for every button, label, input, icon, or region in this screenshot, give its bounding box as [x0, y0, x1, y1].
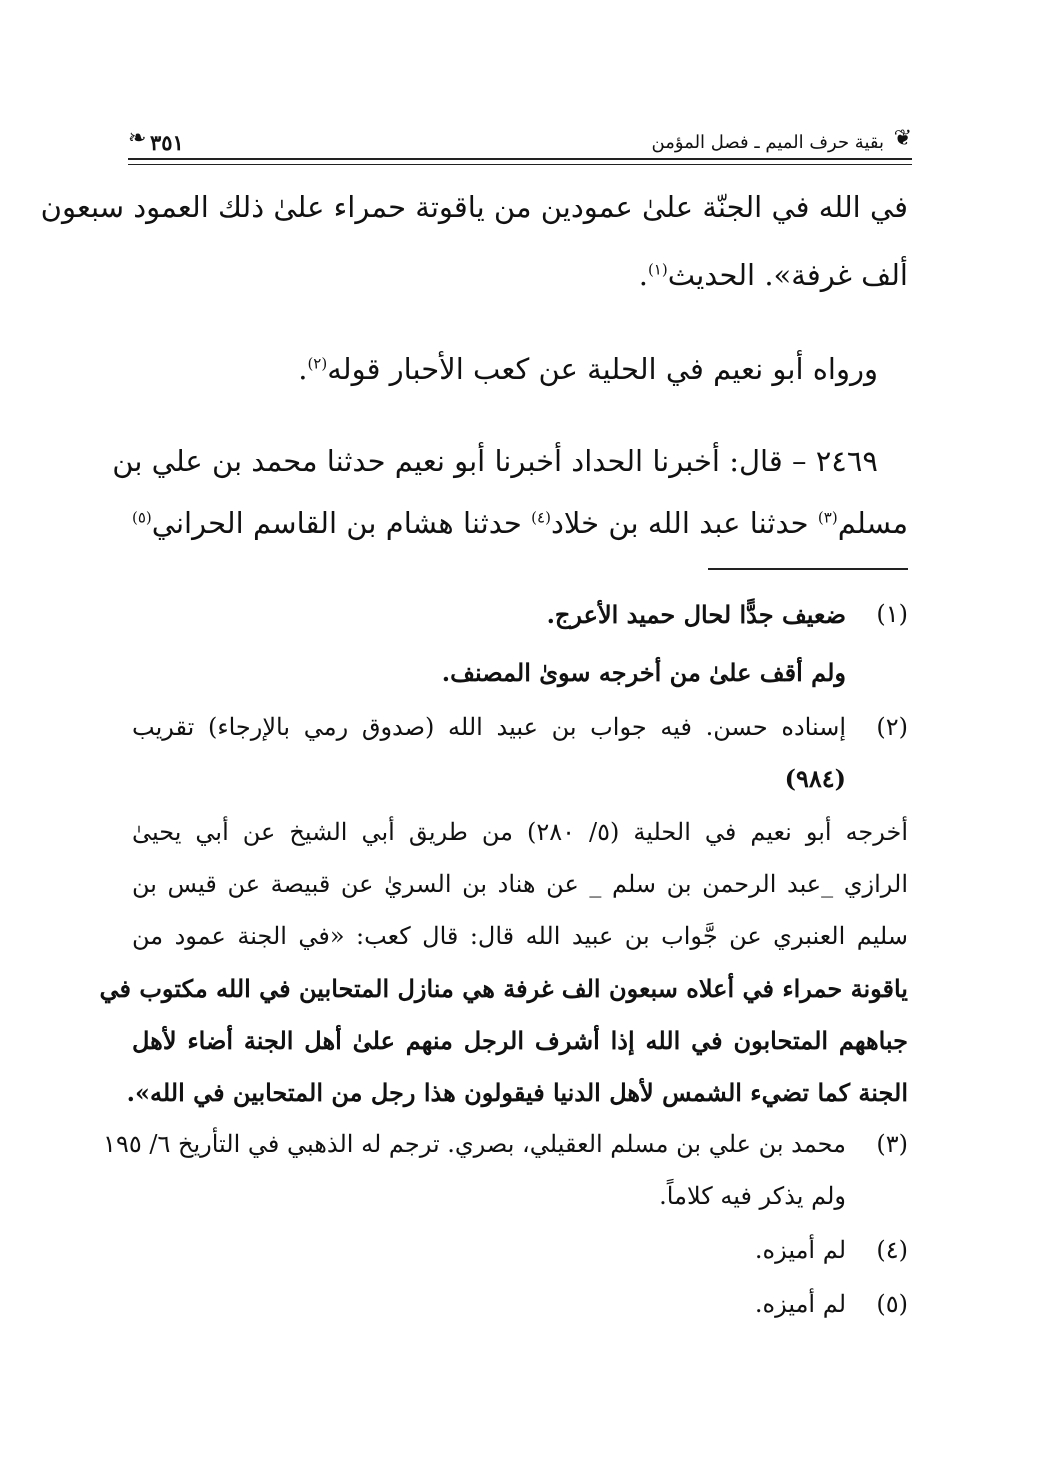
footnote-2-block-line-3: سليم العنبري عن جَّواب بن عبيد الله قال: قال كعب: «في الجنة عمود من — [132, 922, 908, 950]
footnote-number-5: (٥) — [876, 1290, 908, 1318]
footnote-ref-1[interactable]: (١) — [647, 260, 668, 279]
footnote-2-block-line-2: الرازي _عبد الرحمن بن سلم _ عن هناد بن السريٰ عن قبيصة عن قيس بن — [132, 870, 908, 898]
footnote-2-line-1: إسناده حسن. فيه جواب بن عبيد الله (صدوق رمي بالإرجاء) تقريب — [132, 713, 846, 741]
footnote-ref-5[interactable]: (٥) — [132, 508, 152, 527]
running-title: بقية حرف الميم ـ فصل المؤمن — [651, 132, 884, 153]
main-line-5: مسلم$^{(٣)}$ حدثنا عبد الله بن خلاد$^{(٤)}$ حدثنا هشام بن القاسم الحراني$^{(٥)}$ — [132, 506, 908, 540]
footnote-2-line-2: (٩٨٤) — [784, 764, 846, 793]
footnote-1-line-1: ضعيف جدًّا لحال حميد الأعرج. — [546, 600, 846, 629]
footnote-number-1: (١) — [876, 600, 908, 628]
footnote-1-line-2: ولم أقف علىٰ من أخرجه سوىٰ المصنف. — [441, 658, 846, 687]
page-number: ٣٥١ — [150, 130, 184, 155]
footnote-2-block-line-1: أخرجه أبو نعيم في الحلية (٥/ ٢٨٠) من طريق أبي الشيخ عن أبي يحيىٰ — [132, 818, 909, 846]
page-header — [128, 128, 912, 162]
header-ornament-left-icon: ❧ — [128, 126, 147, 151]
footnote-number-3: (٣) — [876, 1130, 908, 1158]
footnote-ref-2[interactable]: (٢) — [307, 354, 328, 373]
footnote-number-4: (٤) — [876, 1236, 908, 1264]
footnote-ref-3[interactable]: (٣) — [817, 508, 838, 527]
footnote-separator — [708, 568, 908, 570]
footnote-2-block-line-5: جباههم المتحابون في الله إذا أشرف الرجل منهم علىٰ أهل الجنة أضاء لأهل — [132, 1026, 908, 1055]
footnote-3-line-1: محمد بن علي بن مسلم العقيلي، بصري. ترجم له الذهبي في التأريخ ٦/ ١٩٥ — [103, 1130, 846, 1158]
main-line-3: ورواه أبو نعيم في الحلية عن كعب الأحبار قوله$^{(٢)}$. — [298, 352, 878, 386]
main-line-2: ألف غرفة». الحديث$^{(١)}$. — [638, 258, 908, 292]
footnote-4-text: لم أميزه. — [754, 1236, 846, 1264]
footnote-2-block-line-4: ياقونة حمراء في أعلاه سبعون الف غرفة هي منازل المتحابين في الله مكتوب في — [99, 974, 908, 1003]
header-rule — [128, 158, 912, 165]
footnote-number-2: (٢) — [876, 713, 908, 741]
main-line-1: في الله في الجنّة علىٰ عمودين من ياقوتة حمراء علىٰ ذلك العمود سبعون — [40, 190, 908, 224]
main-line-4: ٢٤٦٩ – قال: أخبرنا الحداد أخبرنا أبو نعيم حدثنا محمد بن علي بن — [112, 444, 878, 478]
header-ornament-right-icon: ❦ — [893, 126, 912, 151]
footnote-2-block-line-6: الجنة كما تضيء الشمس لأهل الدنيا فيقولون هذا رجل من المتحابين في الله». — [126, 1078, 908, 1107]
footnote-5-text: لم أميزه. — [754, 1290, 846, 1318]
footnote-3-line-2: ولم يذكر فيه كلاماً. — [659, 1182, 846, 1210]
footnote-ref-4[interactable]: (٤) — [531, 508, 551, 527]
